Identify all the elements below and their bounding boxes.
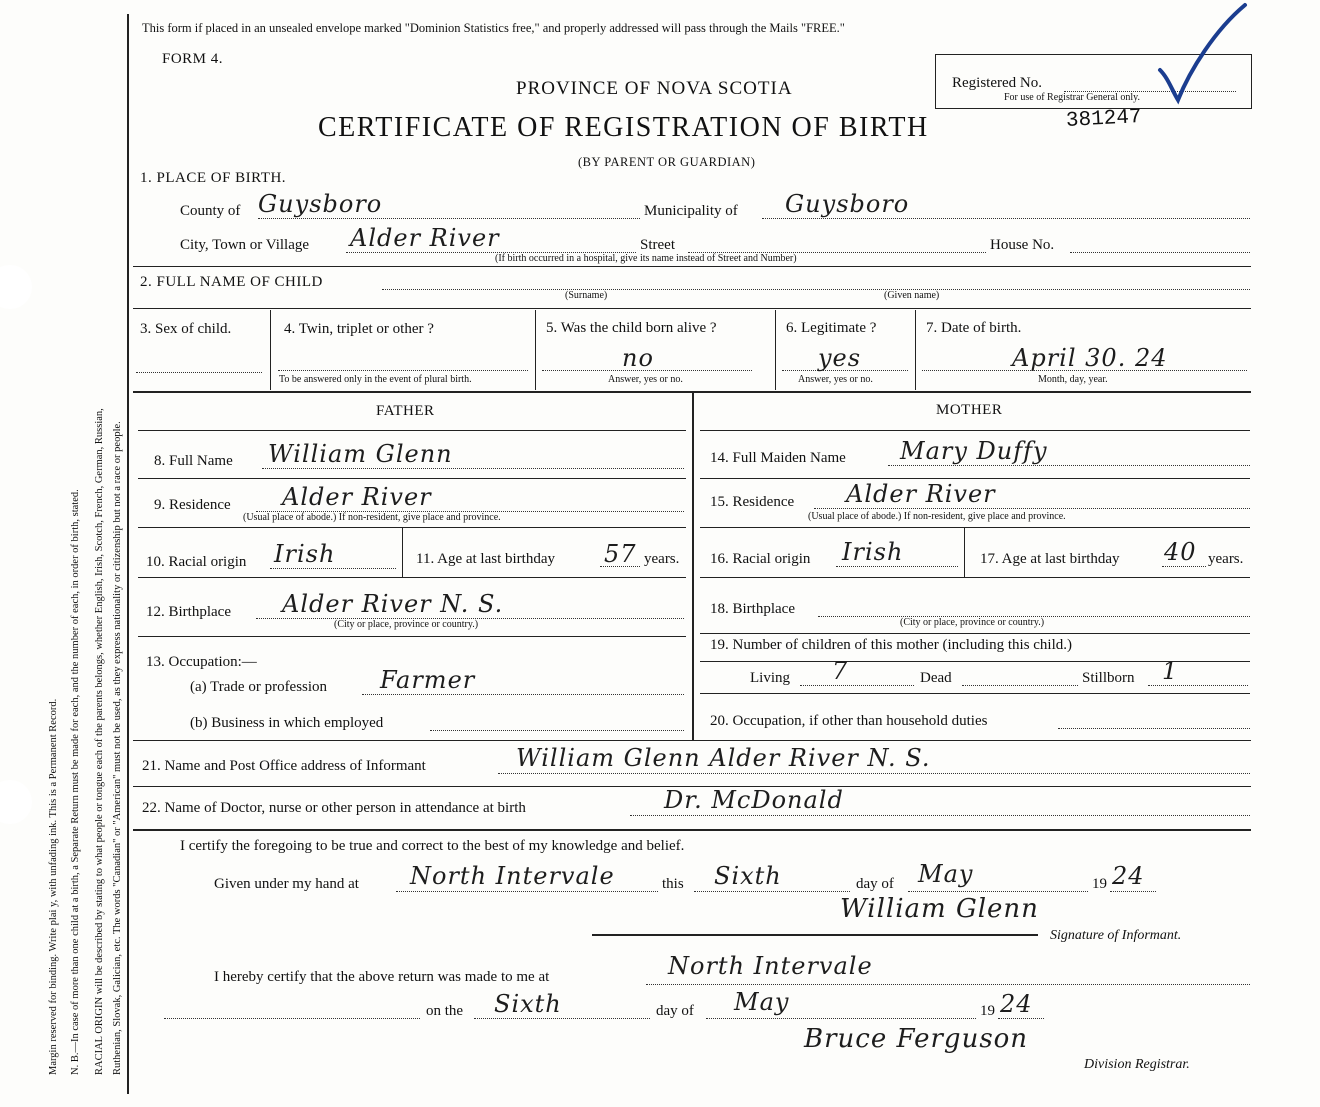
date-of-birth-note: Month, day, year. (1038, 374, 1108, 385)
vsep-3 (270, 310, 271, 390)
place-of-birth-heading: 1. PLACE OF BIRTH. (140, 170, 287, 186)
vsep-6 (915, 310, 916, 390)
father-trade-value: Farmer (380, 666, 476, 694)
hospital-note: (If birth occurred in a hospital, give its name instead of Street and Number) (495, 253, 797, 264)
mother-residence-line (814, 508, 1250, 509)
rule-mother-4 (700, 633, 1250, 634)
mother-age-years: years. (1208, 551, 1244, 567)
surname-note: (Surname) (565, 290, 608, 301)
registrar-month-value: May (734, 988, 790, 1016)
registrar-year-line (998, 1018, 1044, 1019)
mother-children-label: 19. Number of children of this mother (including this child.) (710, 637, 1073, 653)
father-age-label: 11. Age at last birthday (416, 551, 555, 567)
rule-2 (133, 308, 1251, 309)
registered-number-label: Registered No. (952, 75, 1042, 91)
left-border (127, 14, 129, 1094)
mother-age-value: 40 (1164, 538, 1197, 566)
mother-occupation-label: 20. Occupation, if other than household duties (710, 713, 988, 729)
father-age-value: 57 (604, 540, 637, 568)
father-birthplace-note: (City or place, province or country.) (334, 619, 479, 630)
vsep-father-race (402, 528, 403, 577)
mother-heading: MOTHER (936, 402, 1003, 418)
county-value: Guysboro (258, 190, 383, 218)
mother-race-label: 16. Racial origin (710, 551, 811, 567)
registrar-year-prefix: 19 (980, 1003, 995, 1019)
given-day-of-label: day of (856, 876, 894, 892)
father-race-line (270, 568, 396, 569)
mother-residence-note: (Usual place of abode.) If non-resident, give place and province. (808, 511, 1066, 522)
division-registrar-label: Division Registrar. (1084, 1057, 1190, 1072)
mother-birthplace-note: (City or place, province or country.) (900, 617, 1045, 628)
rule-6 (133, 829, 1251, 831)
rule-mother-3 (700, 577, 1250, 578)
mother-residence-label: 15. Residence (710, 494, 795, 510)
legitimate-note: Answer, yes or no. (798, 374, 873, 385)
dead-label: Dead (920, 670, 952, 686)
given-year-value: 24 (1112, 862, 1145, 890)
municipality-line (762, 218, 1250, 219)
registrar-day-of-label: day of (656, 1003, 694, 1019)
rule-father-2 (138, 527, 686, 528)
certificate-subtitle: (BY PARENT OR GUARDIAN) (578, 155, 756, 169)
living-line (800, 685, 914, 686)
mother-occupation-line (1058, 728, 1250, 729)
vsep-5 (775, 310, 776, 390)
doctor-label: 22. Name of Doctor, nurse or other person in attendance at birth (142, 800, 526, 816)
rule-mother-head (700, 430, 1250, 431)
given-month-line (908, 891, 1088, 892)
margin-note-nb: N. B.—In case of more than one child at a birth, a Separate Return must be made for each, and the number of each, in order of birth, stated. (70, 489, 81, 1075)
father-heading: FATHER (376, 403, 435, 419)
twin-line (278, 370, 528, 371)
informant-signature: William Glenn (840, 894, 1039, 924)
registrar-place-line (646, 984, 1250, 985)
father-business-label: (b) Business in which employed (190, 715, 384, 731)
checkmark-icon (1150, 0, 1250, 112)
father-trade-line (362, 694, 684, 695)
margin-note-binding: Margin reserved for binding. Write plai y, with unfading ink. This is a Permanent Record. (48, 698, 59, 1075)
mailing-notice: This form if placed in an unsealed envelope marked "Dominion Statistics free," and properly addressed will pass through the Mails "FREE." (142, 21, 845, 35)
father-birthplace-value: Alder River N. S. (282, 590, 504, 618)
mother-residence-value: Alder River (846, 480, 996, 508)
living-label: Living (750, 670, 790, 686)
father-residence-note: (Usual place of abode.) If non-resident, give place and province. (243, 512, 501, 523)
parents-divider (692, 392, 694, 740)
signature-of-informant-label: Signature of Informant. (1050, 928, 1182, 943)
registrar-place-value: North Intervale (668, 952, 873, 980)
father-name-value: William Glenn (268, 440, 453, 468)
margin-note-racial-a: RACIAL ORIGIN will be described by stating to what people or tongue each of the parents belongs, whether English, Irish, Scotch, French, German, Russian, (94, 408, 105, 1075)
mother-race-line (836, 566, 958, 567)
stillborn-label: Stillborn (1082, 670, 1135, 686)
vsep-mother-race (964, 528, 965, 577)
province-heading: PROVINCE OF NOVA SCOTIA (516, 78, 793, 99)
mother-birthplace-label: 18. Birthplace (710, 601, 795, 617)
father-name-label: 8. Full Name (154, 453, 233, 469)
dead-line (962, 685, 1078, 686)
informant-line (498, 773, 1250, 774)
rule-father-head (138, 430, 686, 431)
binder-hole-bottom (0, 780, 32, 824)
father-business-line (430, 730, 684, 731)
registrar-day-line (474, 1018, 650, 1019)
house-number-line (1070, 252, 1250, 253)
vsep-4 (535, 310, 536, 390)
rule-mother-6 (700, 693, 1250, 694)
born-alive-note: Answer, yes or no. (608, 374, 683, 385)
mother-age-label: 17. Age at last birthday (980, 551, 1120, 567)
form-number: FORM 4. (162, 51, 224, 67)
given-place-value: North Intervale (410, 862, 615, 890)
municipality-label: Municipality of (644, 203, 738, 219)
rule-father-4 (138, 636, 686, 637)
signature-line (592, 934, 1038, 936)
given-name-note: (Given name) (884, 290, 940, 301)
sex-label: 3. Sex of child. (140, 321, 232, 337)
registrar-month-line (706, 1018, 976, 1019)
rule-4 (133, 740, 1251, 741)
father-age-years: years. (644, 551, 680, 567)
born-alive-value: no (622, 344, 654, 372)
certify-statement: I certify the foregoing to be true and correct to the best of my knowledge and belief. (180, 838, 685, 854)
mother-race-value: Irish (842, 538, 904, 566)
child-name-label: 2. FULL NAME OF CHILD (140, 274, 323, 290)
rule-mother-1 (700, 478, 1250, 479)
registrar-signature: Bruce Ferguson (804, 1024, 1029, 1054)
born-alive-label: 5. Was the child born alive ? (546, 320, 717, 336)
registrar-day-value: Sixth (494, 990, 562, 1018)
twin-label: 4. Twin, triplet or other ? (284, 321, 434, 337)
municipality-value: Guysboro (785, 190, 910, 218)
rule-mother-2 (700, 527, 1250, 528)
father-residence-value: Alder River (282, 483, 432, 511)
informant-label: 21. Name and Post Office address of Informant (142, 758, 426, 774)
registered-number-note: For use of Registrar General only. (1004, 92, 1140, 103)
given-year-prefix: 19 (1092, 876, 1107, 892)
mother-name-value: Mary Duffy (900, 437, 1048, 465)
mother-name-line (888, 465, 1250, 466)
margin-note-racial-b: Ruthenian, Slovak, Galician, etc. The words "Canadian" or "American" must not be used, as they express nationality or citizenship but not a race or people. (112, 421, 123, 1075)
father-trade-label: (a) Trade or profession (190, 679, 328, 695)
binder-hole-top (0, 265, 32, 309)
living-value: 7 (832, 657, 849, 685)
county-label: County of (180, 203, 241, 219)
doctor-value: Dr. McDonald (664, 786, 844, 814)
given-this-label: this (662, 876, 684, 892)
father-race-label: 10. Racial origin (146, 554, 247, 570)
father-race-value: Irish (274, 540, 336, 568)
rule-father-3 (138, 577, 686, 578)
certificate-number-stamp: 381247 (1065, 106, 1143, 133)
mother-name-label: 14. Full Maiden Name (710, 450, 846, 466)
rule-father-1 (138, 478, 686, 479)
child-name-line (382, 289, 1250, 290)
given-under-label: Given under my hand at (214, 876, 359, 892)
father-occupation-label: 13. Occupation:— (146, 654, 257, 670)
father-name-line (262, 468, 684, 469)
city-label: City, Town or Village (180, 237, 310, 253)
date-of-birth-value: April 30. 24 (1012, 344, 1168, 372)
registrar-year-value: 24 (1000, 990, 1033, 1018)
twin-note: To be answered only in the event of plural birth. (279, 374, 472, 385)
certificate-title: CERTIFICATE OF REGISTRATION OF BIRTH (318, 112, 929, 143)
given-day-value: Sixth (714, 862, 782, 890)
registrar-statement: I hereby certify that the above return was made to me at (214, 969, 550, 985)
sex-line (136, 372, 262, 373)
given-day-line (694, 891, 850, 892)
date-of-birth-label: 7. Date of birth. (926, 320, 1022, 336)
informant-value: William Glenn Alder River N. S. (516, 744, 931, 772)
stillborn-line (1148, 685, 1248, 686)
father-residence-label: 9. Residence (154, 497, 231, 513)
city-value: Alder River (350, 224, 500, 252)
on-the-label: on the (426, 1003, 464, 1019)
given-month-value: May (918, 860, 974, 888)
street-label: Street (640, 237, 675, 253)
county-line (258, 218, 640, 219)
rule-1 (133, 266, 1251, 267)
stillborn-value: 1 (1162, 657, 1179, 685)
given-place-line (396, 891, 658, 892)
father-birthplace-label: 12. Birthplace (146, 604, 231, 620)
registrar-lead-line (164, 1018, 420, 1019)
legitimate-label: 6. Legitimate ? (786, 320, 877, 336)
doctor-line (630, 815, 1250, 816)
legitimate-value: yes (818, 344, 862, 372)
mother-age-line (1162, 566, 1206, 567)
house-number-label: House No. (990, 237, 1055, 253)
given-year-line (1110, 891, 1156, 892)
